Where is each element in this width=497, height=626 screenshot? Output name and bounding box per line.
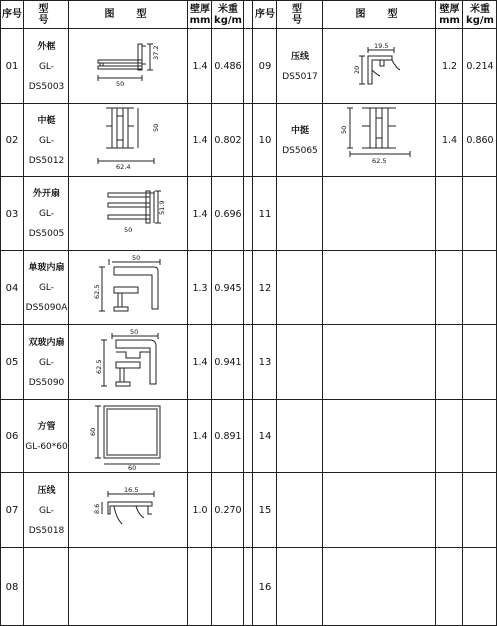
row-model bbox=[24, 29, 69, 104]
row-seq: 06 bbox=[5, 431, 19, 442]
profile-drawing-double-glass-sash bbox=[94, 326, 174, 400]
header-thickness-unit: mm bbox=[189, 14, 211, 26]
header-thickness bbox=[188, 0, 212, 29]
dim-width: 62.5 bbox=[372, 157, 387, 165]
dim-height: 20 bbox=[353, 65, 361, 74]
row-thickness: 1.4 bbox=[192, 208, 208, 220]
profile-code: GL-DS5090A bbox=[25, 283, 68, 313]
row-model bbox=[24, 177, 69, 251]
row-weight: 0.941 bbox=[214, 357, 242, 368]
profile-drawing-mullion bbox=[90, 106, 170, 178]
row-seq: 05 bbox=[5, 357, 19, 368]
profile-drawing-outer-frame bbox=[90, 38, 170, 97]
profile-drawing-outward-sash bbox=[96, 187, 172, 243]
profile-drawing-single-glass-sash bbox=[94, 253, 174, 327]
header-model: 型 号 bbox=[38, 3, 71, 26]
header-figure-right: 图 型 bbox=[355, 9, 404, 20]
row-model bbox=[277, 29, 323, 104]
row-model bbox=[277, 104, 323, 177]
profile-code: GL-DS5090 bbox=[28, 357, 65, 388]
row-seq: 13 bbox=[258, 357, 272, 368]
dim-width: 19.5 bbox=[374, 42, 389, 50]
row-seq: 07 bbox=[5, 505, 19, 516]
header-model-right: 型 号 bbox=[292, 3, 324, 26]
row-thickness: 1.4 bbox=[192, 431, 208, 442]
row-thickness: 1.4 bbox=[192, 135, 208, 146]
profile-name: 压线 bbox=[37, 485, 56, 496]
row-weight: 0.802 bbox=[214, 135, 242, 146]
row-seq: 12 bbox=[258, 282, 272, 294]
row-thickness: 1.2 bbox=[441, 61, 458, 72]
row-weight: 0.860 bbox=[466, 135, 494, 146]
dim-height: 8.6 bbox=[93, 503, 101, 514]
row-weight: 0.270 bbox=[214, 505, 242, 516]
header-seq: 序号 bbox=[2, 9, 22, 20]
profile-code: DS5017 bbox=[282, 71, 318, 82]
profile-code: GL-DS5005 bbox=[28, 209, 65, 239]
header-weight-unit: kg/m bbox=[214, 14, 242, 26]
row-model bbox=[24, 104, 69, 177]
row-weight: 0.486 bbox=[214, 61, 242, 72]
header-weight bbox=[212, 0, 244, 29]
row-model bbox=[24, 325, 69, 400]
row-thickness: 1.4 bbox=[441, 135, 458, 146]
profile-name: 外开扇 bbox=[32, 189, 60, 199]
profile-drawing-mullion-2 bbox=[336, 104, 416, 178]
row-seq: 02 bbox=[5, 135, 19, 146]
row-weight: 0.214 bbox=[466, 61, 494, 72]
profile-drawing-glazing-bead bbox=[92, 484, 172, 538]
dim-width: 16.5 bbox=[124, 486, 139, 494]
profile-name: 中挺 bbox=[290, 125, 309, 136]
row-seq: 16 bbox=[258, 581, 272, 593]
row-weight: 0.891 bbox=[214, 431, 242, 442]
row-seq: 08 bbox=[5, 581, 19, 593]
header-thickness-label-right: 壁厚 bbox=[439, 3, 460, 15]
header-thickness-unit-right: mm bbox=[439, 14, 460, 26]
dim-height: 60 bbox=[89, 427, 97, 436]
row-weight: 0.696 bbox=[214, 208, 242, 220]
profile-code: GL-DS5003 bbox=[28, 61, 65, 92]
dim-height: 62.5 bbox=[93, 284, 101, 299]
header-figure: 图 型 bbox=[104, 9, 153, 20]
profile-code: GL-DS5012 bbox=[28, 135, 65, 166]
header-weight-unit-right: kg/m bbox=[466, 14, 494, 26]
header-thickness-right bbox=[436, 0, 463, 29]
profile-code: GL-DS5018 bbox=[28, 505, 65, 536]
row-model bbox=[24, 473, 69, 548]
profile-code: GL-60*60 bbox=[25, 441, 68, 452]
header-weight-label-right: 米重 bbox=[470, 3, 490, 15]
profile-name: 方管 bbox=[37, 421, 56, 432]
dim-height: 51.9 bbox=[158, 200, 166, 215]
header-thickness-label: 壁厚 bbox=[190, 3, 210, 15]
row-seq: 15 bbox=[258, 505, 272, 516]
dim-width: 62.4 bbox=[116, 163, 131, 171]
row-model bbox=[24, 251, 69, 325]
dim-height: 62.5 bbox=[95, 359, 103, 374]
row-seq: 03 bbox=[5, 208, 19, 220]
dim-width: 50 bbox=[124, 226, 133, 234]
row-model bbox=[24, 400, 69, 473]
profile-name: 双玻内扇 bbox=[28, 337, 65, 348]
profile-name: 单玻内扇 bbox=[28, 263, 65, 273]
row-seq: 04 bbox=[5, 282, 19, 294]
row-seq: 09 bbox=[258, 61, 272, 72]
dim-width: 50 bbox=[132, 254, 141, 262]
header-weight-right bbox=[463, 0, 497, 29]
profile-code: DS5065 bbox=[282, 145, 318, 156]
row-weight: 0.945 bbox=[214, 282, 242, 294]
dim-width: 50 bbox=[130, 328, 139, 336]
row-seq: 14 bbox=[258, 431, 272, 442]
row-thickness: 1.3 bbox=[192, 282, 208, 294]
profile-name: 外框 bbox=[37, 41, 56, 52]
profile-name: 压线 bbox=[290, 51, 309, 62]
row-thickness: 1.4 bbox=[192, 61, 208, 72]
row-thickness: 1.4 bbox=[192, 357, 208, 368]
profile-drawing-glazing-bead-2 bbox=[350, 40, 420, 94]
dim-height: 50 bbox=[152, 123, 160, 132]
profile-drawing-square-tube bbox=[90, 402, 170, 474]
row-seq: 11 bbox=[258, 208, 272, 220]
profile-name: 中梃 bbox=[37, 115, 56, 126]
dim-width: 60 bbox=[128, 464, 137, 472]
header-weight-label: 米重 bbox=[218, 3, 238, 15]
row-seq: 10 bbox=[258, 135, 272, 146]
row-thickness: 1.0 bbox=[192, 505, 208, 516]
dim-height: 37.2 bbox=[152, 45, 160, 60]
row-seq: 01 bbox=[5, 61, 19, 72]
dim-width: 50 bbox=[116, 80, 125, 88]
header-seq-right: 序号 bbox=[255, 9, 275, 20]
dim-height: 50 bbox=[340, 125, 348, 134]
